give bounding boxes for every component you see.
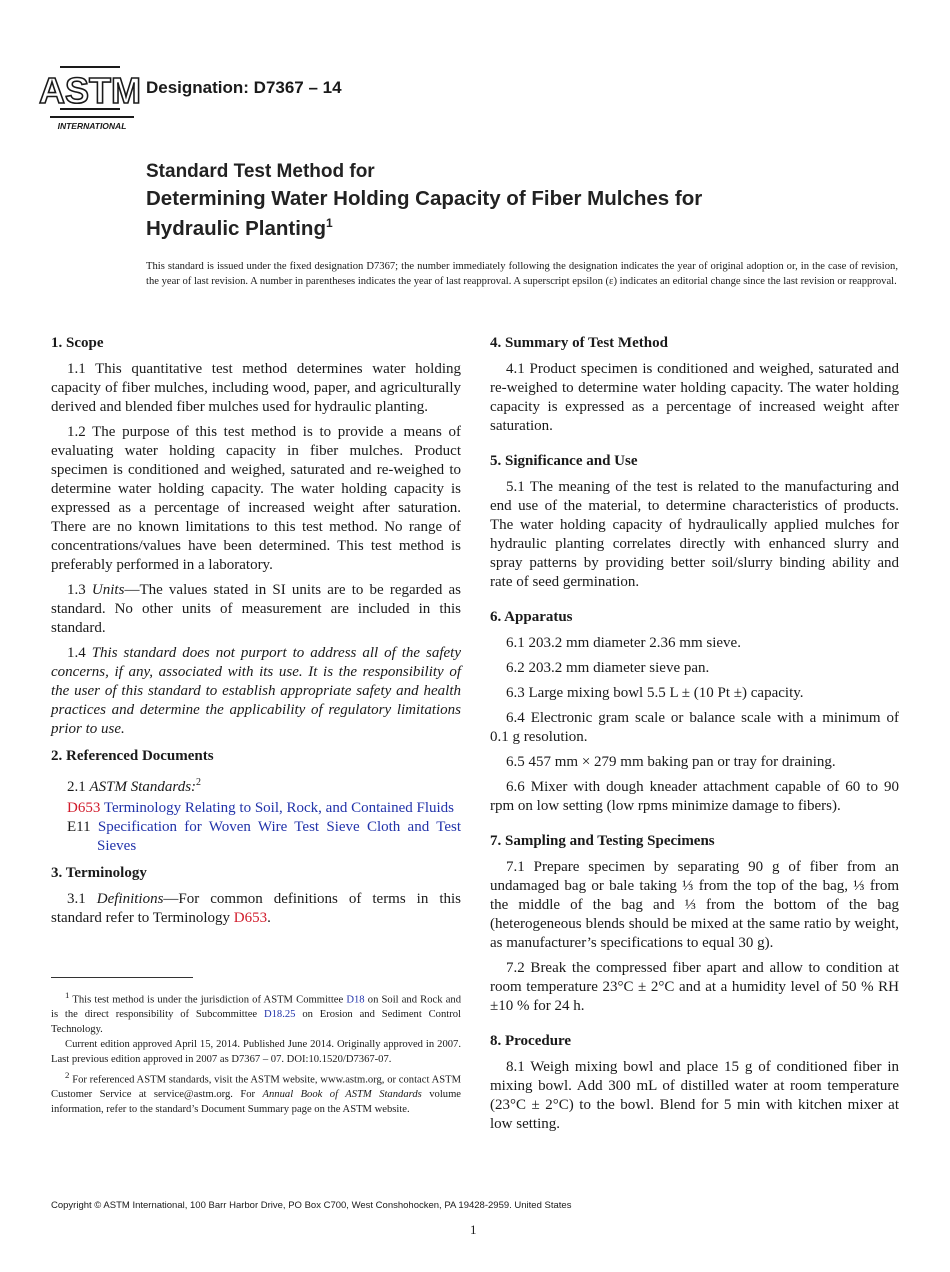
footnote-divider	[51, 977, 193, 978]
designation: Designation: D7367 – 14	[146, 78, 342, 97]
reference-title-link[interactable]: Terminology Relating to Soil, Rock, and Contained Fluids	[103, 800, 455, 816]
title-main	[146, 186, 846, 241]
paragraph-7-2: 7.2 Break the compressed fiber apart and allow to condition at room temperature 23°C ± 2°C and at a humidity level of 50 % RH ±10 % for 24 h.	[490, 960, 899, 1014]
para-text: —The values stated in SI units are to be regarded as standard. No other units of measurement are included in this standard.	[51, 582, 461, 636]
page-number: 1	[470, 1222, 477, 1237]
para-text: —For common definitions of terms in this standard refer to Terminology	[51, 891, 462, 926]
footnote-2	[51, 1068, 461, 1117]
title-line-2: Determining Water Holding Capacity of Fiber Mulches for	[146, 187, 703, 210]
astm-logo	[39, 58, 141, 132]
section-heading-significance: 5. Significance and Use	[490, 453, 638, 469]
footnote-text: on Erosion and Sediment Control Technology.	[51, 1009, 461, 1035]
footnote-em: Annual Book of ASTM Standards	[262, 1089, 422, 1101]
footnote-1-edition: Current edition approved April 15, 2014. Published June 2014. Originally approved in 2007. Last previous edition approved in 2007 as D7367 – 07. DOI:10.1520/D7367-07.	[51, 1039, 461, 1065]
subcommittee-link[interactable]: D18.25	[263, 1009, 296, 1021]
reference-item	[51, 799, 461, 818]
footnote-mark: 2	[65, 1070, 70, 1081]
para-em: Definitions	[96, 891, 164, 907]
footnote-mark: 1	[65, 990, 70, 1000]
section-heading-sampling: 7. Sampling and Testing Specimens	[490, 833, 715, 849]
svg-text:ASTM: ASTM	[39, 70, 141, 111]
apparatus-item: 6.4 Electronic gram scale or balance scale with a minimum of 0.1 g resolution.	[490, 710, 899, 745]
terminology-link[interactable]: D653	[233, 910, 268, 926]
footnote-text: volume information, refer to the standard’s Document Summary page on the ASTM website.	[51, 1089, 462, 1115]
apparatus-item: 6.3 Large mixing bowl 5.5 L ± (10 Pt ±) capacity.	[506, 685, 804, 701]
para-num: 2.1	[67, 779, 86, 795]
para-em: Units	[91, 582, 125, 598]
apparatus-item: 6.1 203.2 mm diameter 2.36 mm sieve.	[506, 635, 741, 651]
astm-logo-mark	[39, 58, 141, 132]
section-heading-summary: 4. Summary of Test Method	[490, 335, 668, 351]
footnote-text: This test method is under the jurisdiction of ASTM Committee	[72, 994, 344, 1006]
para-em: ASTM Standards:	[89, 779, 197, 795]
para-em: This standard does not purport to address all of the safety concerns, if any, associated with its use. It is the responsibility of the user of this standard to establish appropriate safety and health practices and determine the applicability of regulatory limitations prior to use.	[51, 645, 462, 737]
para-num: 1.4	[67, 645, 86, 661]
footnotes	[51, 988, 461, 1118]
copyright-notice: Copyright © ASTM International, 100 Barr Harbor Drive, PO Box C700, West Conshohocken, PA 19428-2959. United States	[51, 1200, 572, 1211]
apparatus-item: 6.2 203.2 mm diameter sieve pan.	[506, 660, 710, 676]
apparatus-item: 6.5 457 mm × 279 mm baking pan or tray for draining.	[506, 754, 836, 770]
paragraph-8-1: 8.1 Weigh mixing bowl and place 15 g of conditioned fiber in mixing bowl. Add 300 mL of distilled water at room temperature (23°C ± 2°C) to the bowl. Blend for 5 min with kitchen mixer at low setting.	[490, 1059, 899, 1132]
section-heading-apparatus: 6. Apparatus	[490, 609, 573, 625]
paragraph-4-1: 4.1 Product specimen is conditioned and weighed, saturated and re-weighed to determine water holding capacity. The water holding capacity is expressed as a percentage of increased weight after saturation.	[490, 361, 899, 434]
right-column	[490, 334, 899, 1140]
para-num: 1.3	[67, 582, 86, 598]
footnote-text: on Soil and Rock and is the direct responsibility of Subcommittee	[51, 994, 461, 1021]
paragraph-1-1: 1.1 This quantitative test method determines water holding capacity of fiber mulches, including wood, paper, and agriculturally derived and blended fiber mulches used for hydraulic planting.	[51, 361, 461, 415]
para-end: .	[267, 910, 271, 926]
document-title	[146, 160, 846, 241]
footnote-ref: 2	[196, 777, 202, 788]
title-line-1: Standard Test Method for	[146, 161, 375, 182]
paragraph-1-2: 1.2 The purpose of this test method is to provide a means of evaluating water holding capacity in fiber mulches. Product specimen is conditioned and weighed, saturated and re-weighed to determine water holding capacity. The water holding capacity is expressed as a percentage of increased weight after saturation. There are no known limitations to this test method. No range of concentrations/values have been determined. This test method is preferably performed in a laboratory.	[51, 424, 461, 573]
logo-wordmark: INTERNATIONAL	[57, 121, 127, 131]
footnote-1	[51, 988, 461, 1037]
paragraph-1-3	[51, 581, 461, 638]
section-heading-terminology: 3. Terminology	[51, 865, 147, 881]
committee-link[interactable]: D18	[346, 994, 365, 1006]
paragraph-5-1: 5.1 The meaning of the test is related to the manufacturing and end use of the material, to determine characteristics of products. The water holding capacity of hydraulically applied mulches for hydraulic planting correlates directly with enhanced slurry and spray patterns by providing better soil/slurry binding ability and rate of seed germination.	[490, 479, 899, 590]
reference-title-link[interactable]: Specification for Woven Wire Test Sieve Cloth and Test Sieves	[97, 819, 461, 854]
section-heading-referenced: 2. Referenced Documents	[51, 748, 214, 764]
apparatus-item: 6.6 Mixer with dough kneader attachment capable of 60 to 90 rpm on low setting (low rpms minimize damage to fibers).	[490, 779, 899, 814]
left-column	[51, 334, 461, 934]
paragraph-2-1	[51, 773, 461, 797]
section-heading-procedure: 8. Procedure	[490, 1033, 572, 1049]
reference-code: E11	[67, 819, 91, 835]
para-num: 3.1	[67, 891, 86, 907]
paragraph-7-1: 7.1 Prepare specimen by separating 90 g of fiber from an undamaged bag or bale taking ⅓ from the top of the bag, ⅓ from the middle of the bag and ⅓ from the bottom of the bag (heterogeneous blends should be mixed at the same ratio by weight, as manufacturer’s specifications to equal 30 g).	[490, 859, 899, 951]
footnote-text: For referenced ASTM standards, visit the ASTM website, www.astm.org, or contact ASTM Customer Service at service@astm.org. For	[51, 1074, 462, 1101]
issuance-note: This standard is issued under the fixed designation D7367; the number immediately following the designation indicates the year of original adoption or, in the case of revision, the year of last revision. A number in parentheses indicates the year of last reapproval. A superscript epsilon (ε) indicates an editorial change since the last revision or reapproval.	[146, 261, 898, 287]
paragraph-1-4	[51, 644, 461, 739]
section-heading-scope: 1. Scope	[51, 335, 104, 351]
title-line-3: Hydraulic Planting	[146, 216, 326, 240]
paragraph-3-1	[51, 890, 461, 928]
reference-code-link[interactable]: D653	[67, 800, 101, 816]
reference-item	[51, 818, 461, 856]
title-footnote-mark: 1	[325, 216, 333, 230]
